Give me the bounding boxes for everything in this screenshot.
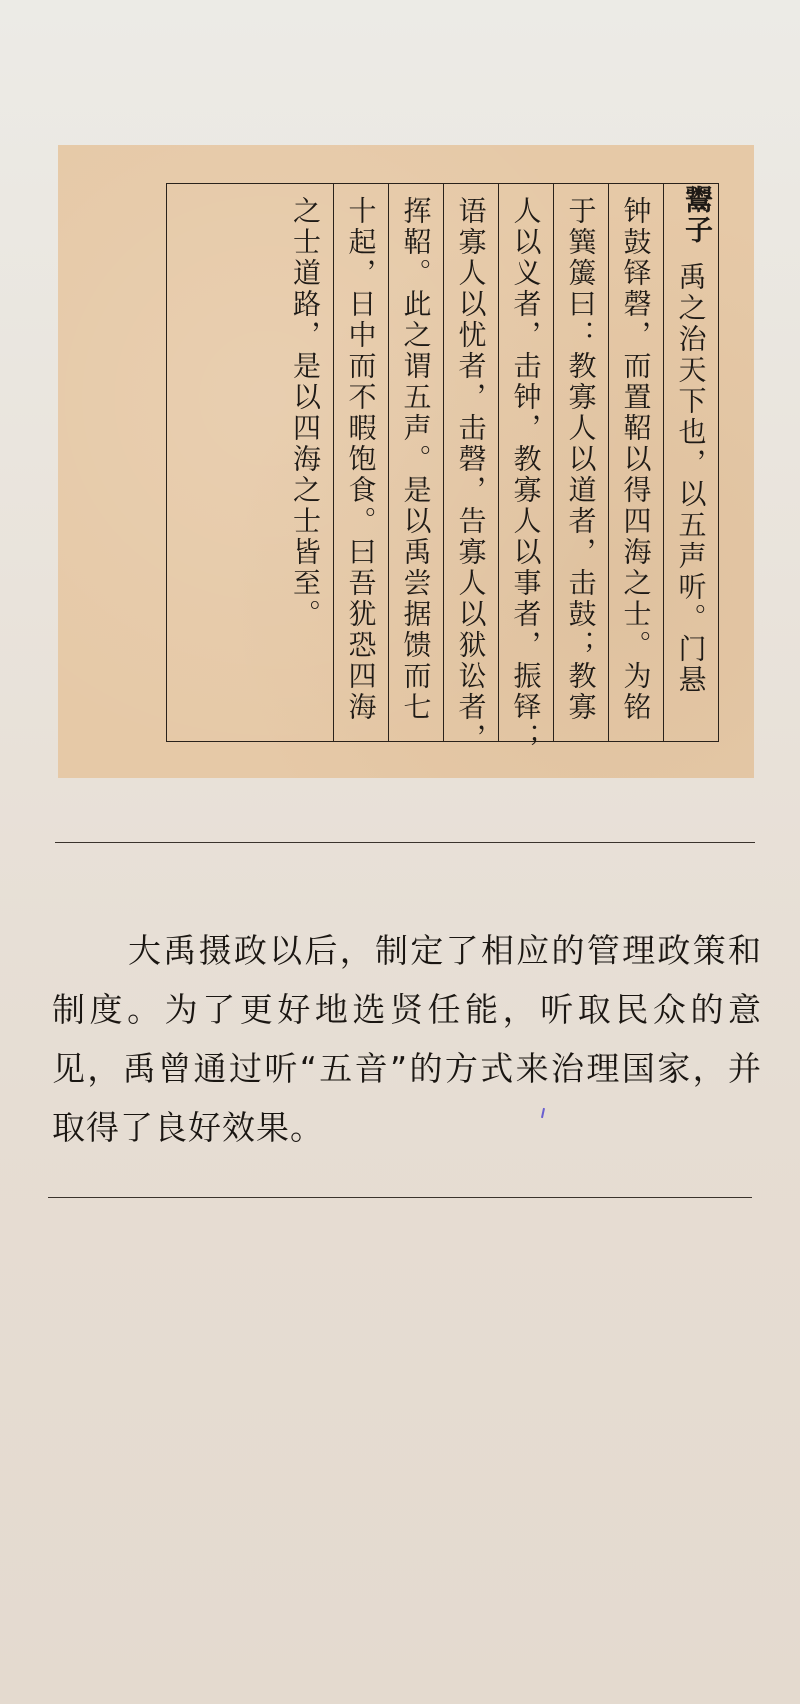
- column-text: 人以义者，击钟，教寡人以事者，振铎；: [509, 196, 543, 754]
- text-column: [443, 184, 498, 754]
- vertical-text-grid: [166, 183, 719, 754]
- text-column: [608, 184, 663, 741]
- text-column: [388, 184, 443, 741]
- text-column: [333, 184, 388, 741]
- column-text: 钟鼓铎磬，而置鞀以得四海之士。为铭: [619, 196, 653, 723]
- column-text: 十起，日中而不暇饱食。曰吾犹恐四海: [344, 196, 378, 723]
- text-column: [663, 184, 718, 741]
- divider-bottom: [48, 1197, 752, 1198]
- column-text: 于簨簴曰：教寡人以道者，击鼓；教寡: [564, 196, 598, 723]
- column-text: 挥鞀。此之谓五声。是以禹尝据馈而七: [399, 196, 433, 723]
- panel-title: 鬻子: [681, 185, 714, 245]
- column-text: 语寡人以忧者，击磬，告寡人以狱讼者，: [454, 196, 488, 754]
- column-text: 之士道路，是以四海之士皆至。: [289, 196, 322, 630]
- column-text: 禹之治天下也，以五声听。门悬: [674, 262, 708, 696]
- text-column: [553, 184, 608, 741]
- text-column: [498, 184, 553, 754]
- text-column: [278, 184, 333, 741]
- classical-text-panel: [58, 145, 754, 778]
- description-paragraph: 大禹摄政以后，制定了相应的管理政策和制度。为了更好地选贤任能，听取民众的意见，禹曾通过听“五音”的方式来治理国家，并取得了良好效果。: [52, 931, 762, 1147]
- divider-top: [55, 842, 755, 843]
